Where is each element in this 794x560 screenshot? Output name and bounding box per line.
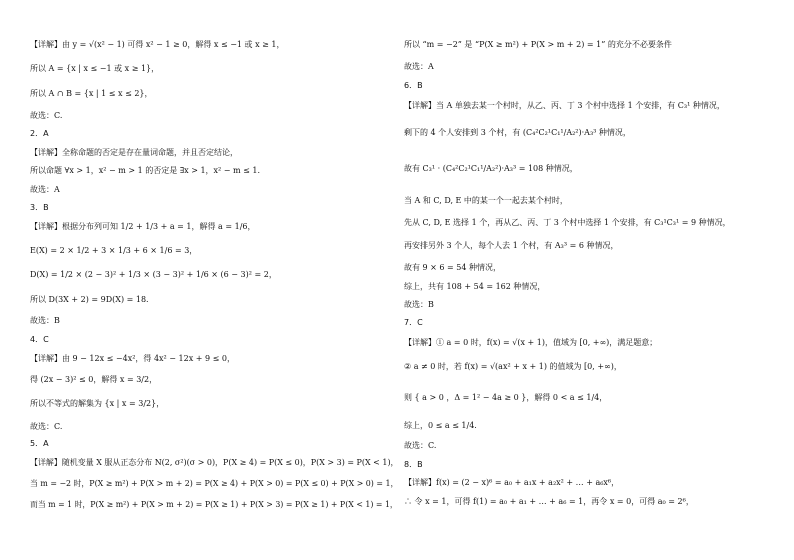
line-text: 【详解】f(x) = (2 − x)⁶ = a₀ + a₁x + a₂x² + … + a₆x⁶， xyxy=(404,478,620,487)
line-text: 得 (2x − 3)² ≤ 0，解得 x = 3/2， xyxy=(30,375,158,384)
text-line xyxy=(30,500,406,510)
text-line xyxy=(30,458,400,468)
line-text: 当 m = −2 时，P(X ≥ m²) + P(X > m + 2) = P(X ≥ 4) + P(X > 0) = P(X ≤ 0) + P(X > 0) = 1， xyxy=(30,479,399,488)
line-text: 【详解】全称命题的否定是存在量词命题，并且否定结论， xyxy=(30,148,238,157)
line-text: 【详解】由 y = √(x² − 1) 可得 x² − 1 ≥ 0，解得 x ≤ −1 或 x ≥ 1， xyxy=(30,40,285,49)
text-line xyxy=(404,421,477,431)
line-text: 所以命题 ∀x > 1，x² − m > 1 的否定是 ∃x > 1，x² − m ≤ 1. xyxy=(30,166,261,175)
text-line xyxy=(404,40,672,50)
text-line xyxy=(404,81,423,91)
line-text: 【详解】① a = 0 时，f(x) = √(x + 1)，值域为 [0, +∞)，满足题意； xyxy=(404,338,658,347)
text-line xyxy=(30,399,164,409)
line-text: 6．B xyxy=(404,81,423,90)
line-text: 则 { a > 0 ，Δ = 1² − 4a ≥ 0 }，解得 0 < a ≤ 1/4， xyxy=(404,393,608,402)
line-text: 先从 C, D, E 选择 1 个，再从乙、丙、丁 3 个村中选择 1 个安排，有 C₃¹C₃¹ = 9 种情况， xyxy=(404,218,731,227)
text-line xyxy=(30,270,277,280)
line-text: 当 A 和 C, D, E 中的某一个一起去某个村时， xyxy=(404,196,568,205)
text-line xyxy=(404,101,725,111)
text-line xyxy=(404,393,607,403)
line-text: 故选：B xyxy=(30,316,60,325)
line-text: 故选：C. xyxy=(30,422,63,431)
line-text: 5．A xyxy=(30,439,49,448)
line-text: 所以 A = {x | x ≤ −1 或 x ≥ 1}， xyxy=(30,64,160,73)
line-text: 再安排另外 3 个人，每个人去 1 个村，有 A₃³ = 6 种情况， xyxy=(404,241,619,250)
text-line xyxy=(30,422,62,432)
text-line xyxy=(404,338,657,348)
line-text: ② a ≠ 0 时，若 f(x) = √(ax² + x + 1) 的值域为 [0, +∞)， xyxy=(404,362,622,371)
right-column xyxy=(404,0,774,560)
text-line xyxy=(404,497,694,507)
text-line xyxy=(404,241,619,251)
line-text: 所以不等式的解集为 {x | x = 3/2}， xyxy=(30,399,165,408)
text-line xyxy=(404,318,423,328)
text-line xyxy=(404,300,434,310)
text-line xyxy=(30,295,149,305)
left-column xyxy=(30,0,400,560)
text-line xyxy=(404,478,619,488)
line-text: ∴ 令 x = 1，可得 f(1) = a₀ + a₁ + … + a₆ = 1，再令 x = 0，可得 a₀ = 2⁶， xyxy=(404,497,694,506)
text-line xyxy=(404,460,423,470)
line-text: 【详解】由 9 − 12x ≤ −4x²，得 4x² − 12x + 9 ≤ 0， xyxy=(30,354,236,363)
line-text: 故有 C₃¹ · (C₄²C₂¹C₁¹/A₂²)·A₃³ = 108 种情况， xyxy=(404,164,578,173)
text-line xyxy=(30,185,60,195)
text-line xyxy=(30,64,159,74)
line-text: 【详解】当 A 单独去某一个村时，从乙、丙、丁 3 个村中选择 1 个安排，有 C₃¹ 种情况， xyxy=(404,101,725,110)
text-line xyxy=(30,316,60,326)
line-text: 7．C xyxy=(404,318,423,327)
text-line xyxy=(30,222,256,232)
line-text: 【详解】根据分布列可知 1/2 + 1/3 + a = 1，解得 a = 1/6， xyxy=(30,222,256,231)
line-text: 综上，0 ≤ a ≤ 1/4. xyxy=(404,421,477,430)
text-line xyxy=(404,218,731,228)
line-text: 所以 D(3X + 2) = 9D(X) = 18. xyxy=(30,295,149,304)
line-text: 所以 “m = −2” 是 “P(X ≥ m²) + P(X > m + 2) = 1” 的充分不必要条件 xyxy=(404,40,672,49)
line-text: 故选：A xyxy=(404,62,434,71)
line-text: 故选：A xyxy=(30,185,60,194)
text-line xyxy=(30,203,49,213)
text-line xyxy=(30,375,157,385)
text-line xyxy=(404,362,622,372)
line-text: 剩下的 4 个人安排到 3 个村，有 (C₄²C₂¹C₁¹/A₂²)·A₃³ 种情况， xyxy=(404,128,631,137)
text-line xyxy=(404,441,436,451)
line-text: 2．A xyxy=(30,129,49,138)
text-line xyxy=(404,263,501,273)
line-text: D(X) = 1/2 × (2 − 3)² + 1/3 × (3 − 3)² + 1/6 × (6 − 3)² = 2， xyxy=(30,270,277,279)
line-text: 故有 9 × 6 = 54 种情况， xyxy=(404,263,502,272)
text-line xyxy=(30,354,235,364)
line-text: 故选：C. xyxy=(30,111,63,120)
text-line xyxy=(30,129,49,139)
text-line xyxy=(30,148,238,158)
line-text: 8．B xyxy=(404,460,423,469)
text-line xyxy=(30,89,153,99)
line-text: 综上，共有 108 + 54 = 162 种情况， xyxy=(404,282,546,291)
line-text: 而当 m = 1 时，P(X ≥ m²) + P(X > m + 2) = P(X ≥ 1) + P(X > 3) = P(X ≥ 1) + P(X < 1) = 1， xyxy=(30,500,398,509)
line-text: 【详解】随机变量 X 服从正态分布 N(2, σ²)(σ > 0)，P(X ≥ 4) = P(X ≤ 0)，P(X > 3) = P(X < 1)， xyxy=(30,458,399,467)
line-text: 故选：C. xyxy=(404,441,437,450)
text-line xyxy=(30,40,284,50)
text-line xyxy=(30,335,49,345)
text-line xyxy=(30,246,197,256)
text-line xyxy=(404,164,578,174)
text-line xyxy=(404,62,434,72)
line-text: E(X) = 2 × 1/2 + 3 × 1/3 + 6 × 1/6 = 3， xyxy=(30,246,198,255)
line-text: 4．C xyxy=(30,335,49,344)
text-line xyxy=(404,128,631,138)
text-line xyxy=(30,166,260,176)
text-line xyxy=(30,479,404,489)
text-line xyxy=(30,111,62,121)
text-line xyxy=(404,196,568,206)
line-text: 3．B xyxy=(30,203,49,212)
line-text: 故选：B xyxy=(404,300,434,309)
text-line xyxy=(30,439,49,449)
text-line xyxy=(404,282,545,292)
line-text: 所以 A ∩ B = {x | 1 ≤ x ≤ 2}， xyxy=(30,89,153,98)
